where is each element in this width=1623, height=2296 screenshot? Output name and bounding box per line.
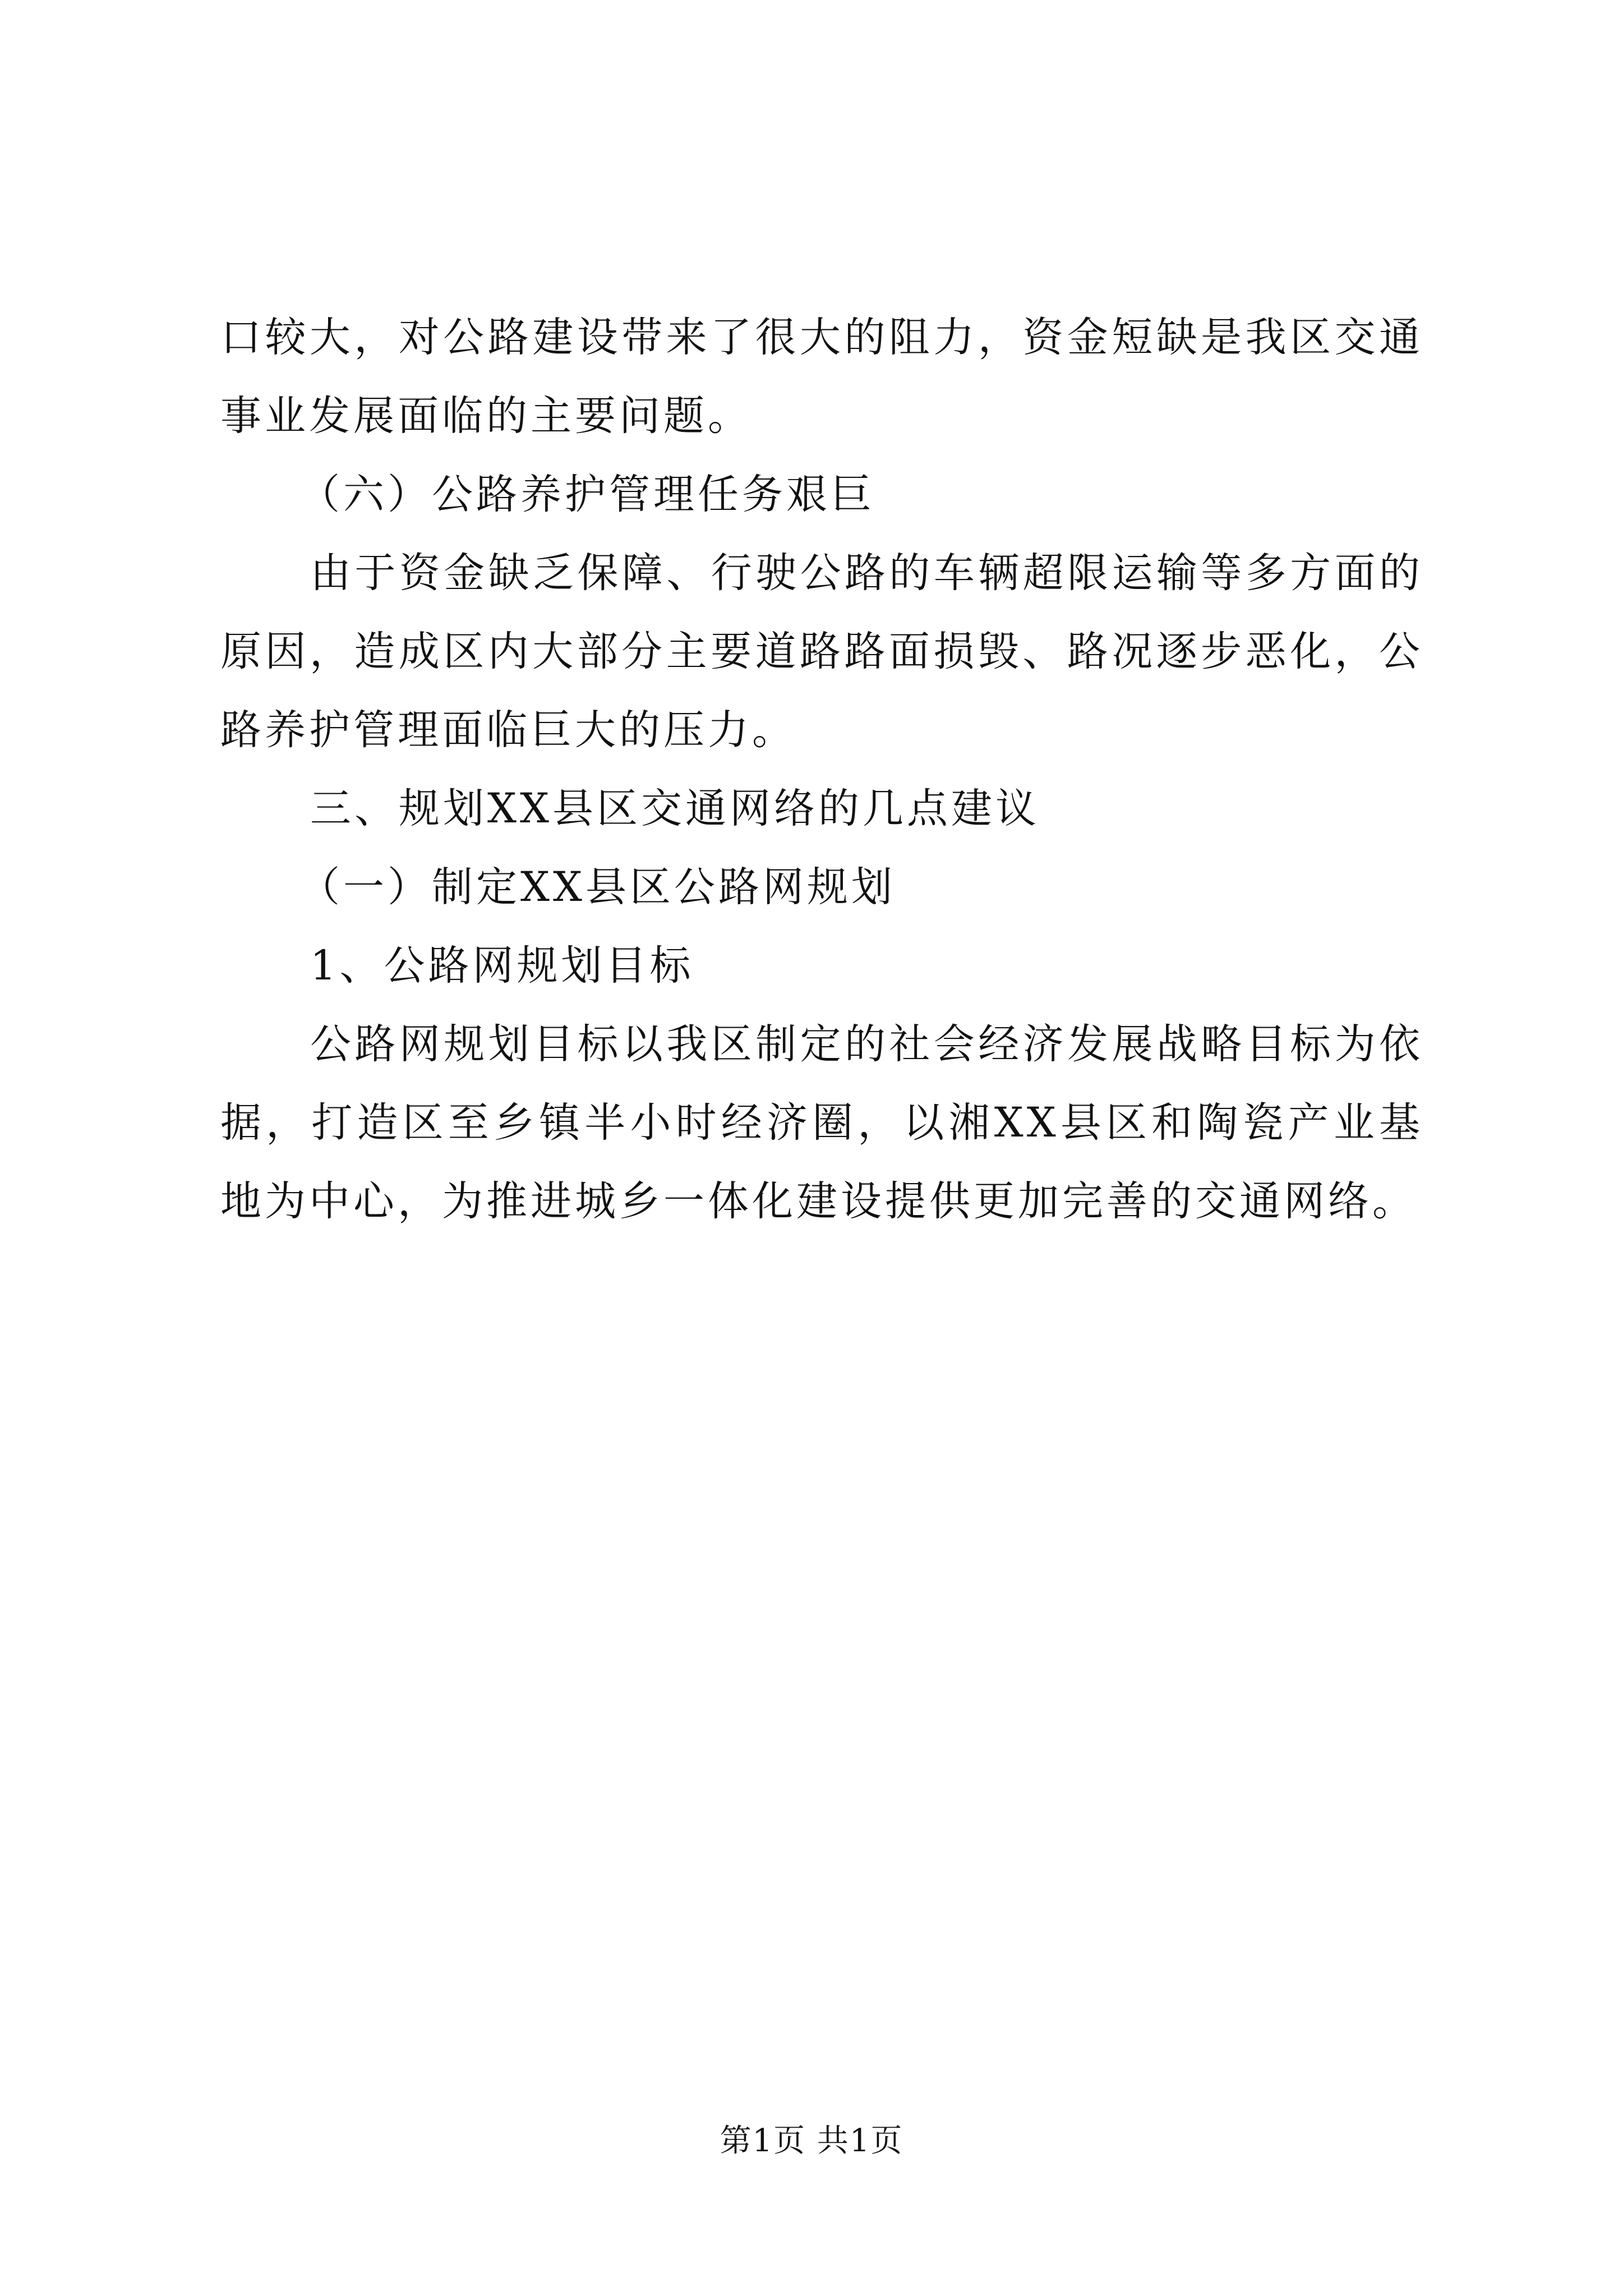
subheading-planning-goal: 1、公路网规划目标 [310, 942, 694, 990]
page-footer: 第1页 共1页 [720, 2123, 903, 2159]
paragraph-continuation: 口较大，对公路建设带来了很大的阻力，资金短缺是我区交通事业发展面临的主要问题。 [220, 314, 1423, 440]
document-body [220, 298, 1423, 1241]
paragraph-maintenance: 由于资金缺乏保障、行驶公路的车辆超限运输等多方面的原因，造成区内大部分主要道路路面损毁、路况逐步恶化，公路养护管理面临巨大的压力。 [220, 549, 1423, 754]
section-heading-six: （六）公路养护管理任务艰巨 [299, 471, 875, 518]
section-heading-three: 三、规划XX县区交通网络的几点建议 [310, 785, 1040, 832]
section-heading-one: （一）制定XX县区公路网规划 [299, 863, 896, 911]
paragraph-planning-goal: 公路网规划目标以我区制定的社会经济发展战略目标为依据，打造区至乡镇半小时经济圈，以湘XX县区和陶瓷产业基地为中心，为推进城乡一体化建设提供更加完善的交通网络。 [220, 1020, 1423, 1225]
